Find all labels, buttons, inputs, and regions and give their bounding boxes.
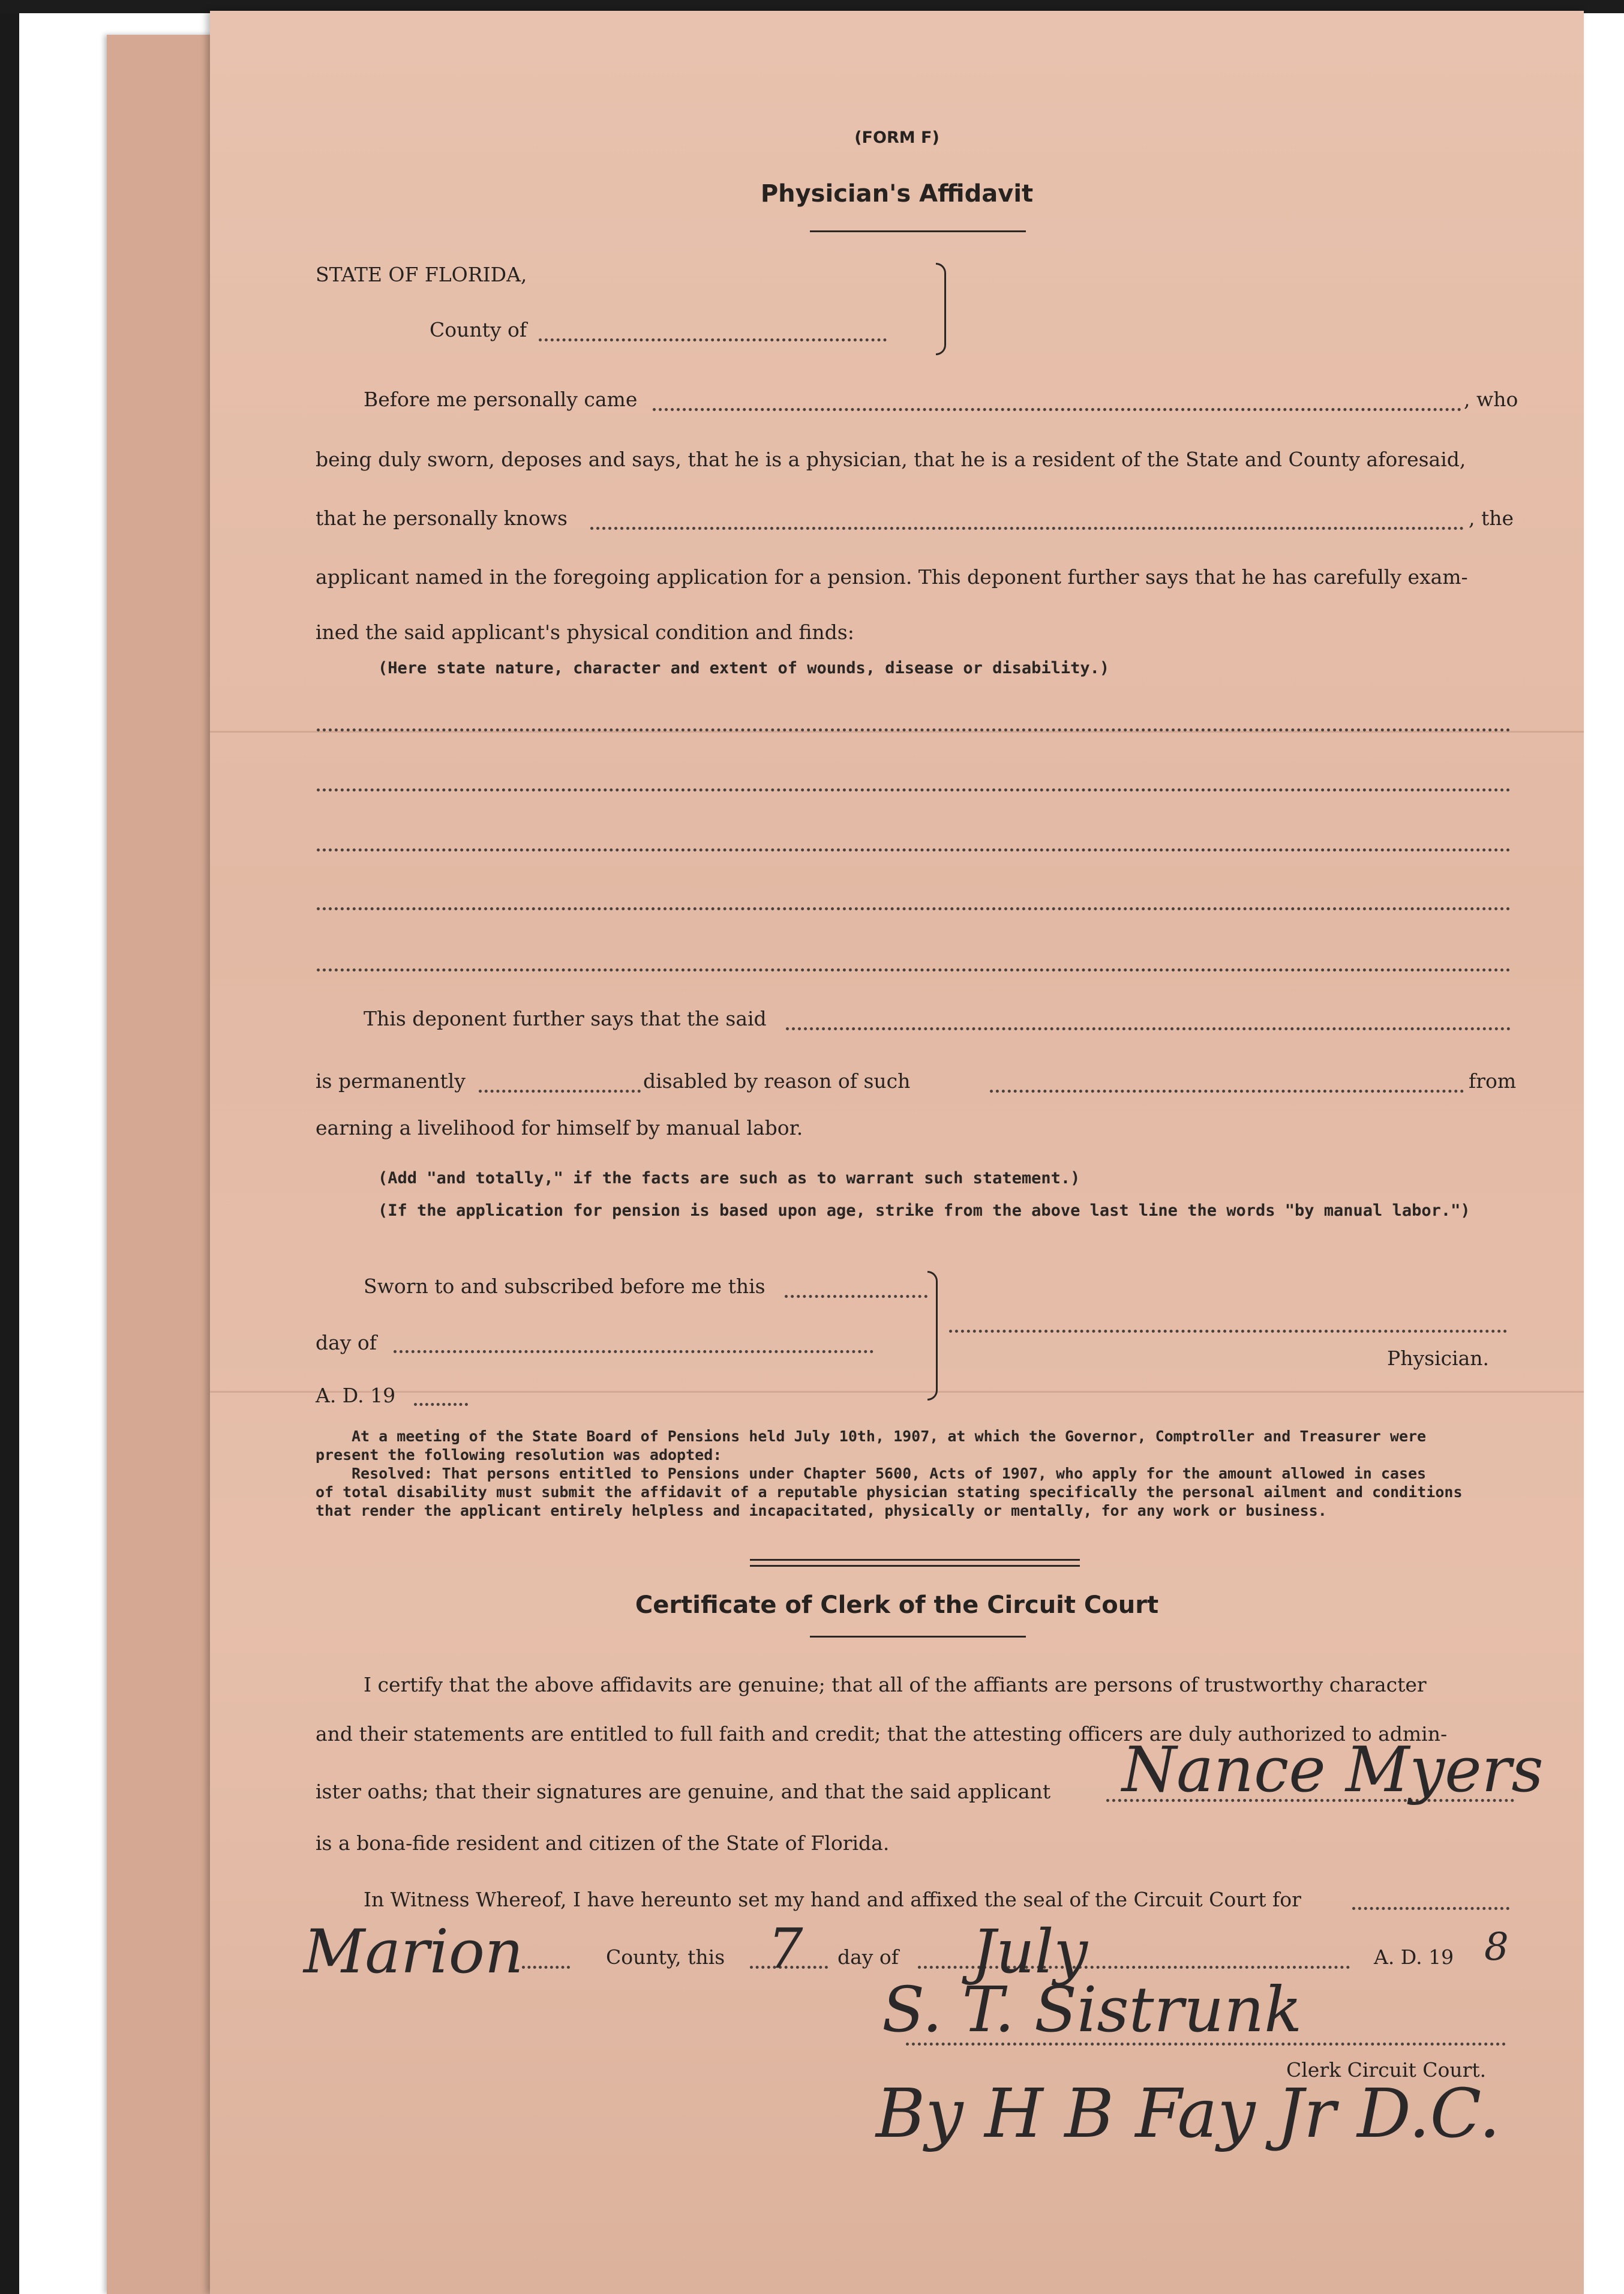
title-underline [810, 230, 1026, 232]
para1-line3-start: that he personally knows [316, 506, 568, 530]
such-blank [990, 1090, 1464, 1093]
county-brace [936, 263, 946, 355]
clerk-label: Clerk Circuit Court. [1286, 2058, 1487, 2082]
sworn-brace [927, 1271, 938, 1401]
county-label: County of [430, 318, 527, 341]
sworn-text: Sworn to and subscribed before me this [364, 1275, 766, 1298]
knows-blank [590, 527, 1464, 530]
certificate-underline [810, 1636, 1026, 1638]
said-blank [786, 1027, 1511, 1030]
para1-start: Before me personally came [364, 388, 638, 411]
para1-line5: ined the said applicant's physical condition and finds: [316, 620, 854, 644]
cert-line-1: I certify that the above affidavits are genuine; that all of the affiants are persons of trustworthy character [364, 1673, 1427, 1696]
month-handwritten: July [972, 1917, 1088, 1987]
cert-line-4: is a bona-fide resident and citizen of the State of Florida. [316, 1831, 890, 1855]
para2-start: This deponent further says that the said [364, 1007, 767, 1030]
cert-line-3: ister oaths; that their signatures are genuine, and that the said applicant [316, 1780, 1051, 1803]
day-of-text: day of [316, 1331, 377, 1354]
cert-line-2: and their statements are entitled to full faith and credit; that the attesting officers are duly authorized to admin- [316, 1722, 1448, 1746]
para2-line2-start: is permanently [316, 1069, 466, 1093]
county-blank [539, 338, 887, 341]
form-id: (FORM F) [854, 128, 939, 147]
day-of-blank [394, 1350, 873, 1353]
scan-edge-left [0, 0, 19, 2294]
permanently-blank [479, 1090, 641, 1093]
finding-line-5 [317, 968, 1511, 971]
document-sheet [210, 11, 1584, 2294]
year-handwritten: 8 [1484, 1925, 1509, 1969]
witness-text: In Witness Whereof, I have hereunto set my hand and affixed the seal of the Circuit Court for [364, 1888, 1301, 1911]
resolution-line-1: At a meeting of the State Board of Pensions held July 10th, 1907, at which the Governor, Comptroller and Treasurer were [352, 1428, 1427, 1445]
note-totally: (Add "and totally," if the facts are such as to warrant such statement.) [378, 1169, 1080, 1188]
applicant-name-handwritten: Nance Myers [1122, 1733, 1544, 1806]
fold-line [210, 1391, 1584, 1393]
resolution-line-4: of total disability must submit the affidavit of a reputable physician stating specifically the personal ailment and conditions [316, 1483, 1463, 1501]
finding-line-3 [317, 848, 1511, 851]
ad-blank [414, 1403, 468, 1406]
para1-line2: being duly sworn, deposes and says, that he is a physician, that he is a resident of the State and County aforesaid, [316, 448, 1466, 471]
ad-text: A. D. 19 [316, 1384, 396, 1407]
sworn-day-blank [785, 1295, 927, 1298]
cert-county-word: County, this [606, 1945, 725, 1969]
county-name-blank [522, 1966, 570, 1969]
physician-signature-line [949, 1330, 1507, 1333]
county-handwritten: Marion [304, 1917, 524, 1987]
para2-line2-end: from [1469, 1069, 1517, 1093]
finding-line-1 [317, 728, 1511, 731]
clerk-signature-handwritten: S. T. Sistrunk [882, 1973, 1302, 2046]
resolution-line-5: that render the applicant entirely helpless and incapacitated, physically or mentally, for any work or business. [316, 1502, 1327, 1519]
finding-line-2 [317, 788, 1511, 791]
para2-line3: earning a livelihood for himself by manual labor. [316, 1116, 803, 1139]
witness-blank [1352, 1907, 1509, 1910]
day-handwritten: 7 [768, 1917, 803, 1981]
affiant-blank [653, 408, 1461, 411]
certificate-title: Certificate of Clerk of the Circuit Court [635, 1591, 1159, 1619]
cert-ad-word: A. D. 19 [1374, 1945, 1454, 1969]
resolution-line-2: present the following resolution was adopted: [316, 1446, 722, 1464]
form-title: Physician's Affidavit [760, 180, 1034, 208]
deputy-signature-handwritten: By H B Fay Jr D.C. [876, 2075, 1500, 2153]
para2-line2-mid: disabled by reason of such [643, 1069, 911, 1093]
para1-who: , who [1464, 388, 1518, 411]
divider-rule-bottom [750, 1565, 1080, 1567]
instruction-nature: (Here state nature, character and extent of wounds, disease or disability.) [378, 659, 1110, 677]
resolution-line-3: Resolved: That persons entitled to Pensions under Chapter 5600, Acts of 1907, who apply for the amount allowed in cases [352, 1465, 1427, 1482]
state-label: STATE OF FLORIDA, [316, 263, 527, 286]
para1-line3-end: , the [1469, 506, 1514, 530]
cert-day-word: day of [837, 1945, 899, 1969]
physician-label: Physician. [1387, 1347, 1490, 1370]
finding-line-4 [317, 907, 1511, 910]
divider-rule-top [750, 1559, 1080, 1561]
note-age: (If the application for pension is based upon age, strike from the above last line the words "by manual labor.") [378, 1201, 1470, 1220]
para1-line4: applicant named in the foregoing application for a pension. This deponent further says that he has carefully exam- [316, 565, 1468, 589]
resolution-block [316, 1427, 1539, 1520]
